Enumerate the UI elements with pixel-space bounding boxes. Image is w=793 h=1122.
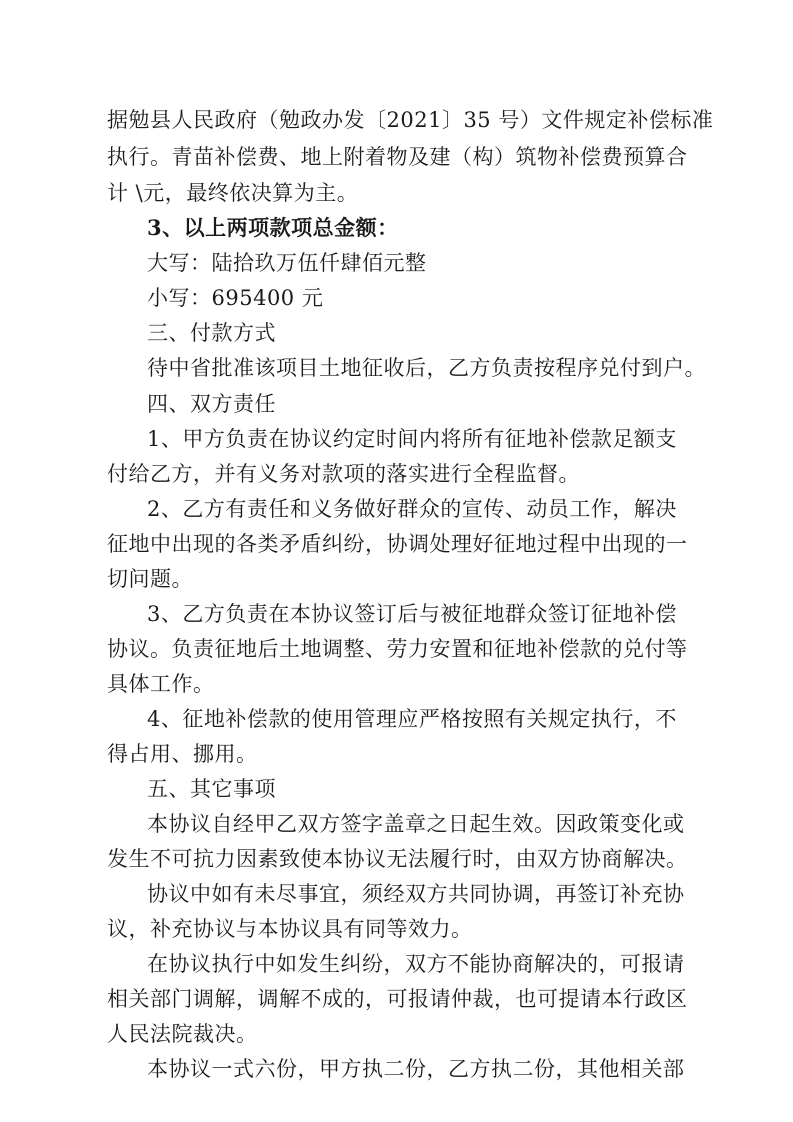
responsibility-4-line-1: 4、征地补偿款的使用管理应严格按照有关规定执行，不 [147, 707, 677, 731]
responsibility-3-line-3: 具体工作。 [107, 672, 215, 696]
responsibility-4-line-2: 得占用、挪用。 [107, 742, 258, 766]
responsibility-2-line-2: 征地中出现的各类矛盾纠纷，协调处理好征地过程中出现的一 [107, 532, 688, 556]
other-matters-para-4-line-1: 本协议一式六份，甲方执二份，乙方执二份，其他相关部 [147, 1057, 685, 1081]
other-matters-para-3-line-2: 相关部门调解，调解不成的，可报请仲裁，也可提请本行政区 [107, 987, 688, 1011]
other-matters-para-1-line-2: 发生不可抗力因素致使本协议无法履行时，由双方协商解决。 [107, 847, 688, 871]
other-matters-para-2-line-2: 议，补充协议与本协议具有同等效力。 [107, 917, 473, 941]
other-matters-para-3-line-1: 在协议执行中如发生纠纷，双方不能协商解决的，可报请 [147, 952, 685, 976]
total-amount-lowercase: 小写：695400 元 [147, 286, 324, 310]
compensation-line-3: 计 \元，最终依决算为主。 [107, 181, 359, 205]
other-matters-para-2-line-1: 协议中如有未尽事宜，须经双方共同协调，再签订补充协 [147, 882, 685, 906]
responsibility-1-line-1: 1、甲方负责在协议约定时间内将所有征地补偿款足额支 [147, 427, 677, 451]
responsibility-2-line-3: 切问题。 [107, 567, 193, 591]
responsibility-3-line-1: 3、乙方负责在本协议签订后与被征地群众签订征地补偿 [147, 602, 677, 626]
compensation-line-1: 据勉县人民政府（勉政办发〔2021〕35 号）文件规定补偿标准 [107, 108, 714, 132]
other-matters-para-1-line-1: 本协议自经甲乙双方签字盖章之日起生效。因政策变化或 [147, 812, 685, 836]
responsibility-2-line-1: 2、乙方有责任和义务做好群众的宣传、动员工作，解决 [147, 497, 677, 521]
total-amount-heading: 3、以上两项款项总金额： [147, 215, 399, 240]
compensation-line-2: 执行。青苗补偿费、地上附着物及建（构）筑物补偿费预算合 [107, 145, 688, 169]
payment-method-text: 待中省批准该项目土地征收后，乙方负责按程序兑付到户。 [147, 356, 706, 380]
total-amount-uppercase: 大写：陆拾玖万伍仟肆佰元整 [147, 251, 427, 275]
responsibility-1-line-2: 付给乙方，并有义务对款项的落实进行全程监督。 [107, 462, 580, 486]
payment-method-heading: 三、付款方式 [147, 321, 276, 345]
other-matters-para-3-line-3: 人民法院裁决。 [107, 1022, 258, 1046]
other-matters-heading: 五、其它事项 [147, 777, 276, 801]
responsibility-3-line-2: 协议。负责征地后土地调整、劳力安置和征地补偿款的兑付等 [107, 637, 688, 661]
responsibilities-heading: 四、双方责任 [147, 392, 276, 416]
